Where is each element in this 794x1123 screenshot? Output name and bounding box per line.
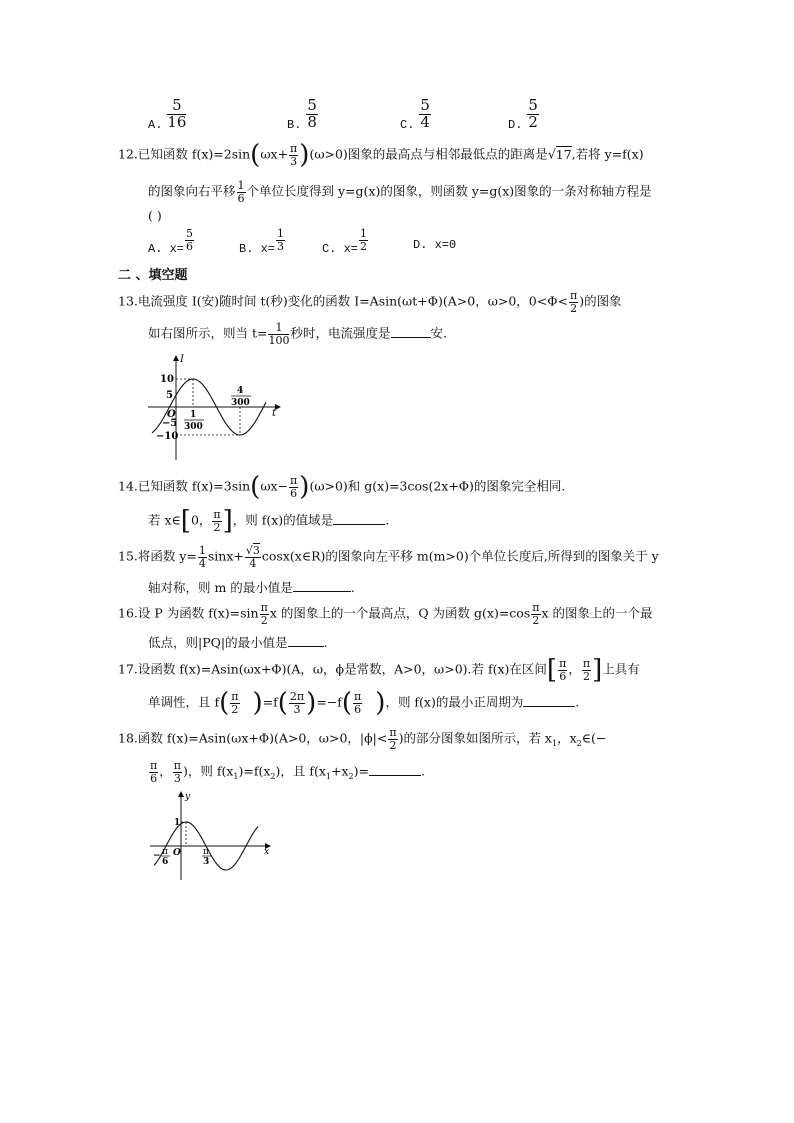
q13-x-axis-label: t [272, 408, 277, 419]
q18-tick-pi3-den: 3 [203, 857, 210, 867]
answer-blank[interactable] [288, 634, 324, 647]
q12-option-c: C. x= $\frac{1}{2}$ [322, 227, 368, 256]
q18-tick-pi3-num: π [203, 847, 209, 857]
q13-current-graph [140, 350, 290, 465]
q13-line2: 如右图所示，则当 t= $\frac{1}{100}$ 秒时，电流强度是 安. [148, 321, 447, 347]
q18-sine-graph [146, 788, 276, 883]
sqrt-sign: √ [547, 146, 556, 162]
answer-blank[interactable] [333, 512, 385, 525]
q18-y-axis-label: y [185, 792, 191, 802]
q13-y-axis-label: I [180, 354, 184, 365]
q13-tick-m10: −10 [156, 431, 179, 442]
q13-label-1-300-num: 1 [190, 410, 197, 420]
q18-tick-1: 1 [174, 818, 181, 828]
q13-label-4-300-num: 4 [237, 386, 244, 396]
q13-label-1-300-den: 300 [184, 422, 203, 432]
answer-blank[interactable] [523, 694, 575, 707]
q11-option-c: C. $\frac{5}{4}$ [400, 96, 430, 132]
q16-line1: 16.设 P 为函数 f(x)=sin $\frac{\pi}{2}$ x 的图象上的一个最高点，Q 为函数 g(x)=cos $\frac{\pi}{2}$ x 的图象上的一个最 [118, 601, 653, 627]
q18-origin-label: O [173, 848, 181, 858]
q16-line2: 低点，则|PQ|的最小值是 . [148, 635, 328, 650]
q12-paren: ( ) [148, 208, 162, 223]
q12-line1: 12.已知函数 f(x)=2sin(ωx+ $\frac{\pi}{3}$ )(ω>0)图象的最高点与相邻最低点的距离是√17,若将 y=f(x) [118, 140, 644, 170]
q11-option-a: A. $\frac{5}{16}$ [148, 96, 187, 132]
q18-tick-neg-pi6-den: 6 [162, 857, 169, 867]
q15-line1: 15.将函数 y= $\frac{1}{4}$ sinx+ $\frac{√3}{4}$ cosx(x∈R)的图象向左平移 m(m>0)个单位长度后,所得到的图象关于 y [118, 544, 659, 570]
q18-line2: $\frac{\pi}{6}$ ， $\frac{\pi}{3}$ )，则 $f(x_1)=f(x_2)$，且 $f(x_1+x_2)=$ . [150, 759, 425, 785]
q18-tick-minus: − [153, 851, 161, 861]
answer-blank[interactable] [293, 579, 351, 592]
answer-blank[interactable] [369, 763, 421, 776]
q11-option-d: D. $\frac{5}{2}$ [508, 96, 538, 132]
answer-blank[interactable] [391, 325, 431, 338]
q12-option-d: D. x=0 [413, 238, 457, 252]
q15-line2: 轴对称，则 m 的最小值是 . [148, 580, 355, 595]
section-title: 二 、填空题 [118, 268, 188, 283]
q11-option-a-frac: $\frac{5}{16}$ [167, 96, 187, 131]
q14-line1: 14.已知函数 f(x)=3sin(ωx− $\frac{\pi}{6}$ )(ω>0)和 g(x)=3cos(2x+Φ)的图象完全相同. [118, 472, 566, 502]
q13-label-4-300-den: 300 [231, 398, 250, 408]
q12-line2: 的图象向右平移 $\frac{1}{6}$ 个单位长度得到 y=g(x)的图象，则函数 y=g(x)图象的一条对称轴方程是 [148, 179, 652, 205]
q14-line2: 若 x∈[0， $\frac{\pi}{2}$ ]，则 f(x)的值域是 . [148, 506, 390, 536]
q13-line1: 13.电流强度 I(安)随时间 t(秒)变化的函数 I=Asin(ωt+Φ)(A>0，ω>0，0<Φ< $\frac{\pi}{2}$ )的图象 [118, 289, 622, 315]
q11-option-b: B. $\frac{5}{8}$ [287, 96, 317, 132]
q13-origin-label: O [167, 409, 176, 420]
q17-line2: 单调性，且 f( $\frac{\pi}{2}$ )=f( $\frac{2\pi}{3}$ )=−f( $\frac{\pi}{6}$ )，则 f(x)的最小正周期为 . [148, 688, 580, 718]
q17-line1: 17.设函数 f(x)=Asin(ωx+Φ)(A，ω，ϕ是常数，A>0，ω>0).若 f(x)在区间[ $\frac{\pi}{6}$ ， $\frac{\pi}{2}$ ]上具有 [118, 655, 640, 685]
q13-tick-m5: −5 [162, 418, 178, 429]
q12-option-a: A. x= $\frac{5}{6}$ [148, 227, 194, 256]
q18-line1: 18.函数 f(x)=Asin(ωx+Φ)(A>0，ω>0，|ϕ|< $\frac{\pi}{2}$ )的部分图象如图所示，若 $x_1$，$x_2\in(-$ [118, 726, 607, 752]
q12-option-b: B. x= $\frac{1}{3}$ [239, 227, 285, 256]
q13-tick-10: 10 [160, 374, 174, 385]
q13-tick-5: 5 [166, 390, 173, 401]
q18-tick-neg-pi6-num: π [162, 847, 168, 857]
q18-x-axis-label: x [264, 847, 270, 857]
